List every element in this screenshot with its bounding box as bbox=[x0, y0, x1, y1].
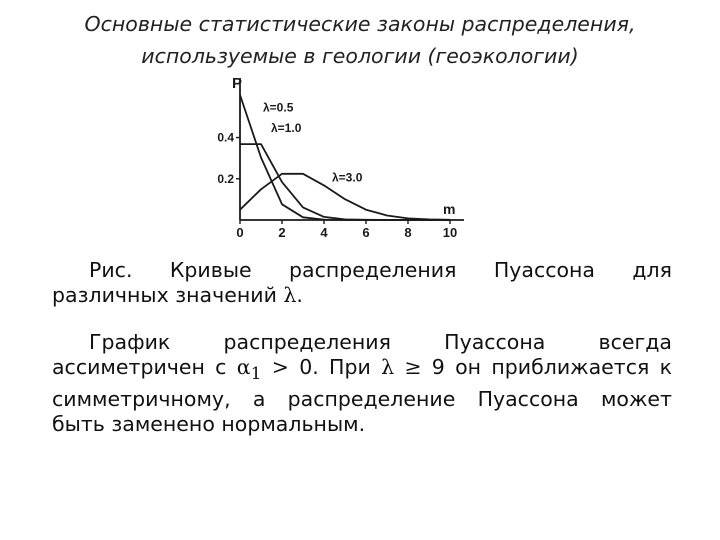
alpha-subscript: 1 bbox=[250, 364, 262, 385]
y-tick-label-1: 0.4 bbox=[217, 130, 234, 145]
caption-line-2 bbox=[52, 283, 672, 308]
caption-text-a: различных значений bbox=[52, 283, 284, 307]
paragraph-line-3: симметричному, а распределение Пуассона может bbox=[52, 387, 672, 412]
series-label-2: λ=3.0 bbox=[332, 170, 363, 185]
lambda-symbol: λ bbox=[283, 283, 297, 307]
x-tick-label-4: 8 bbox=[404, 225, 412, 240]
slide-title bbox=[0, 8, 720, 72]
caption-text-b: . bbox=[296, 283, 303, 307]
figure-caption bbox=[52, 258, 672, 308]
x-tick-label-0: 0 bbox=[236, 225, 244, 240]
series-label-0: λ=0.5 bbox=[263, 100, 294, 115]
paragraph-text-a: ассиметричен с bbox=[52, 355, 237, 379]
greater-equal-symbol: ≥ bbox=[394, 355, 432, 379]
x-axis-title: m bbox=[443, 201, 456, 217]
chart-labels bbox=[217, 76, 457, 240]
x-tick-label-3: 6 bbox=[362, 225, 370, 240]
caption-line-1: Рис. Кривые распределения Пуассона для bbox=[89, 258, 672, 282]
paragraph-line-2 bbox=[52, 355, 672, 387]
body-paragraph bbox=[52, 330, 672, 437]
paragraph-line-1: График распределения Пуассона всегда bbox=[89, 330, 672, 354]
poisson-chart bbox=[200, 76, 480, 248]
series-label-1: λ=1.0 bbox=[271, 121, 302, 136]
title-line-2: используемые в геологии (геоэкологии) bbox=[141, 44, 579, 68]
paragraph-line-4: быть заменено нормальным. bbox=[52, 412, 366, 437]
y-tick-label-0: 0.2 bbox=[217, 171, 234, 186]
x-tick-label-1: 2 bbox=[278, 225, 286, 240]
x-tick-label-2: 4 bbox=[320, 225, 328, 240]
paragraph-text-b: 0. При bbox=[299, 355, 382, 379]
x-tick-label-5: 10 bbox=[442, 225, 458, 240]
title-line-1: Основные статистические законы распределения, bbox=[84, 12, 636, 36]
alpha-symbol: α bbox=[236, 355, 251, 379]
lambda-symbol-2: λ bbox=[381, 355, 395, 379]
y-axis-title: P bbox=[232, 76, 243, 92]
paragraph-text-c: 9 он приближается к bbox=[431, 355, 672, 379]
greater-than-symbol: > bbox=[261, 355, 300, 379]
